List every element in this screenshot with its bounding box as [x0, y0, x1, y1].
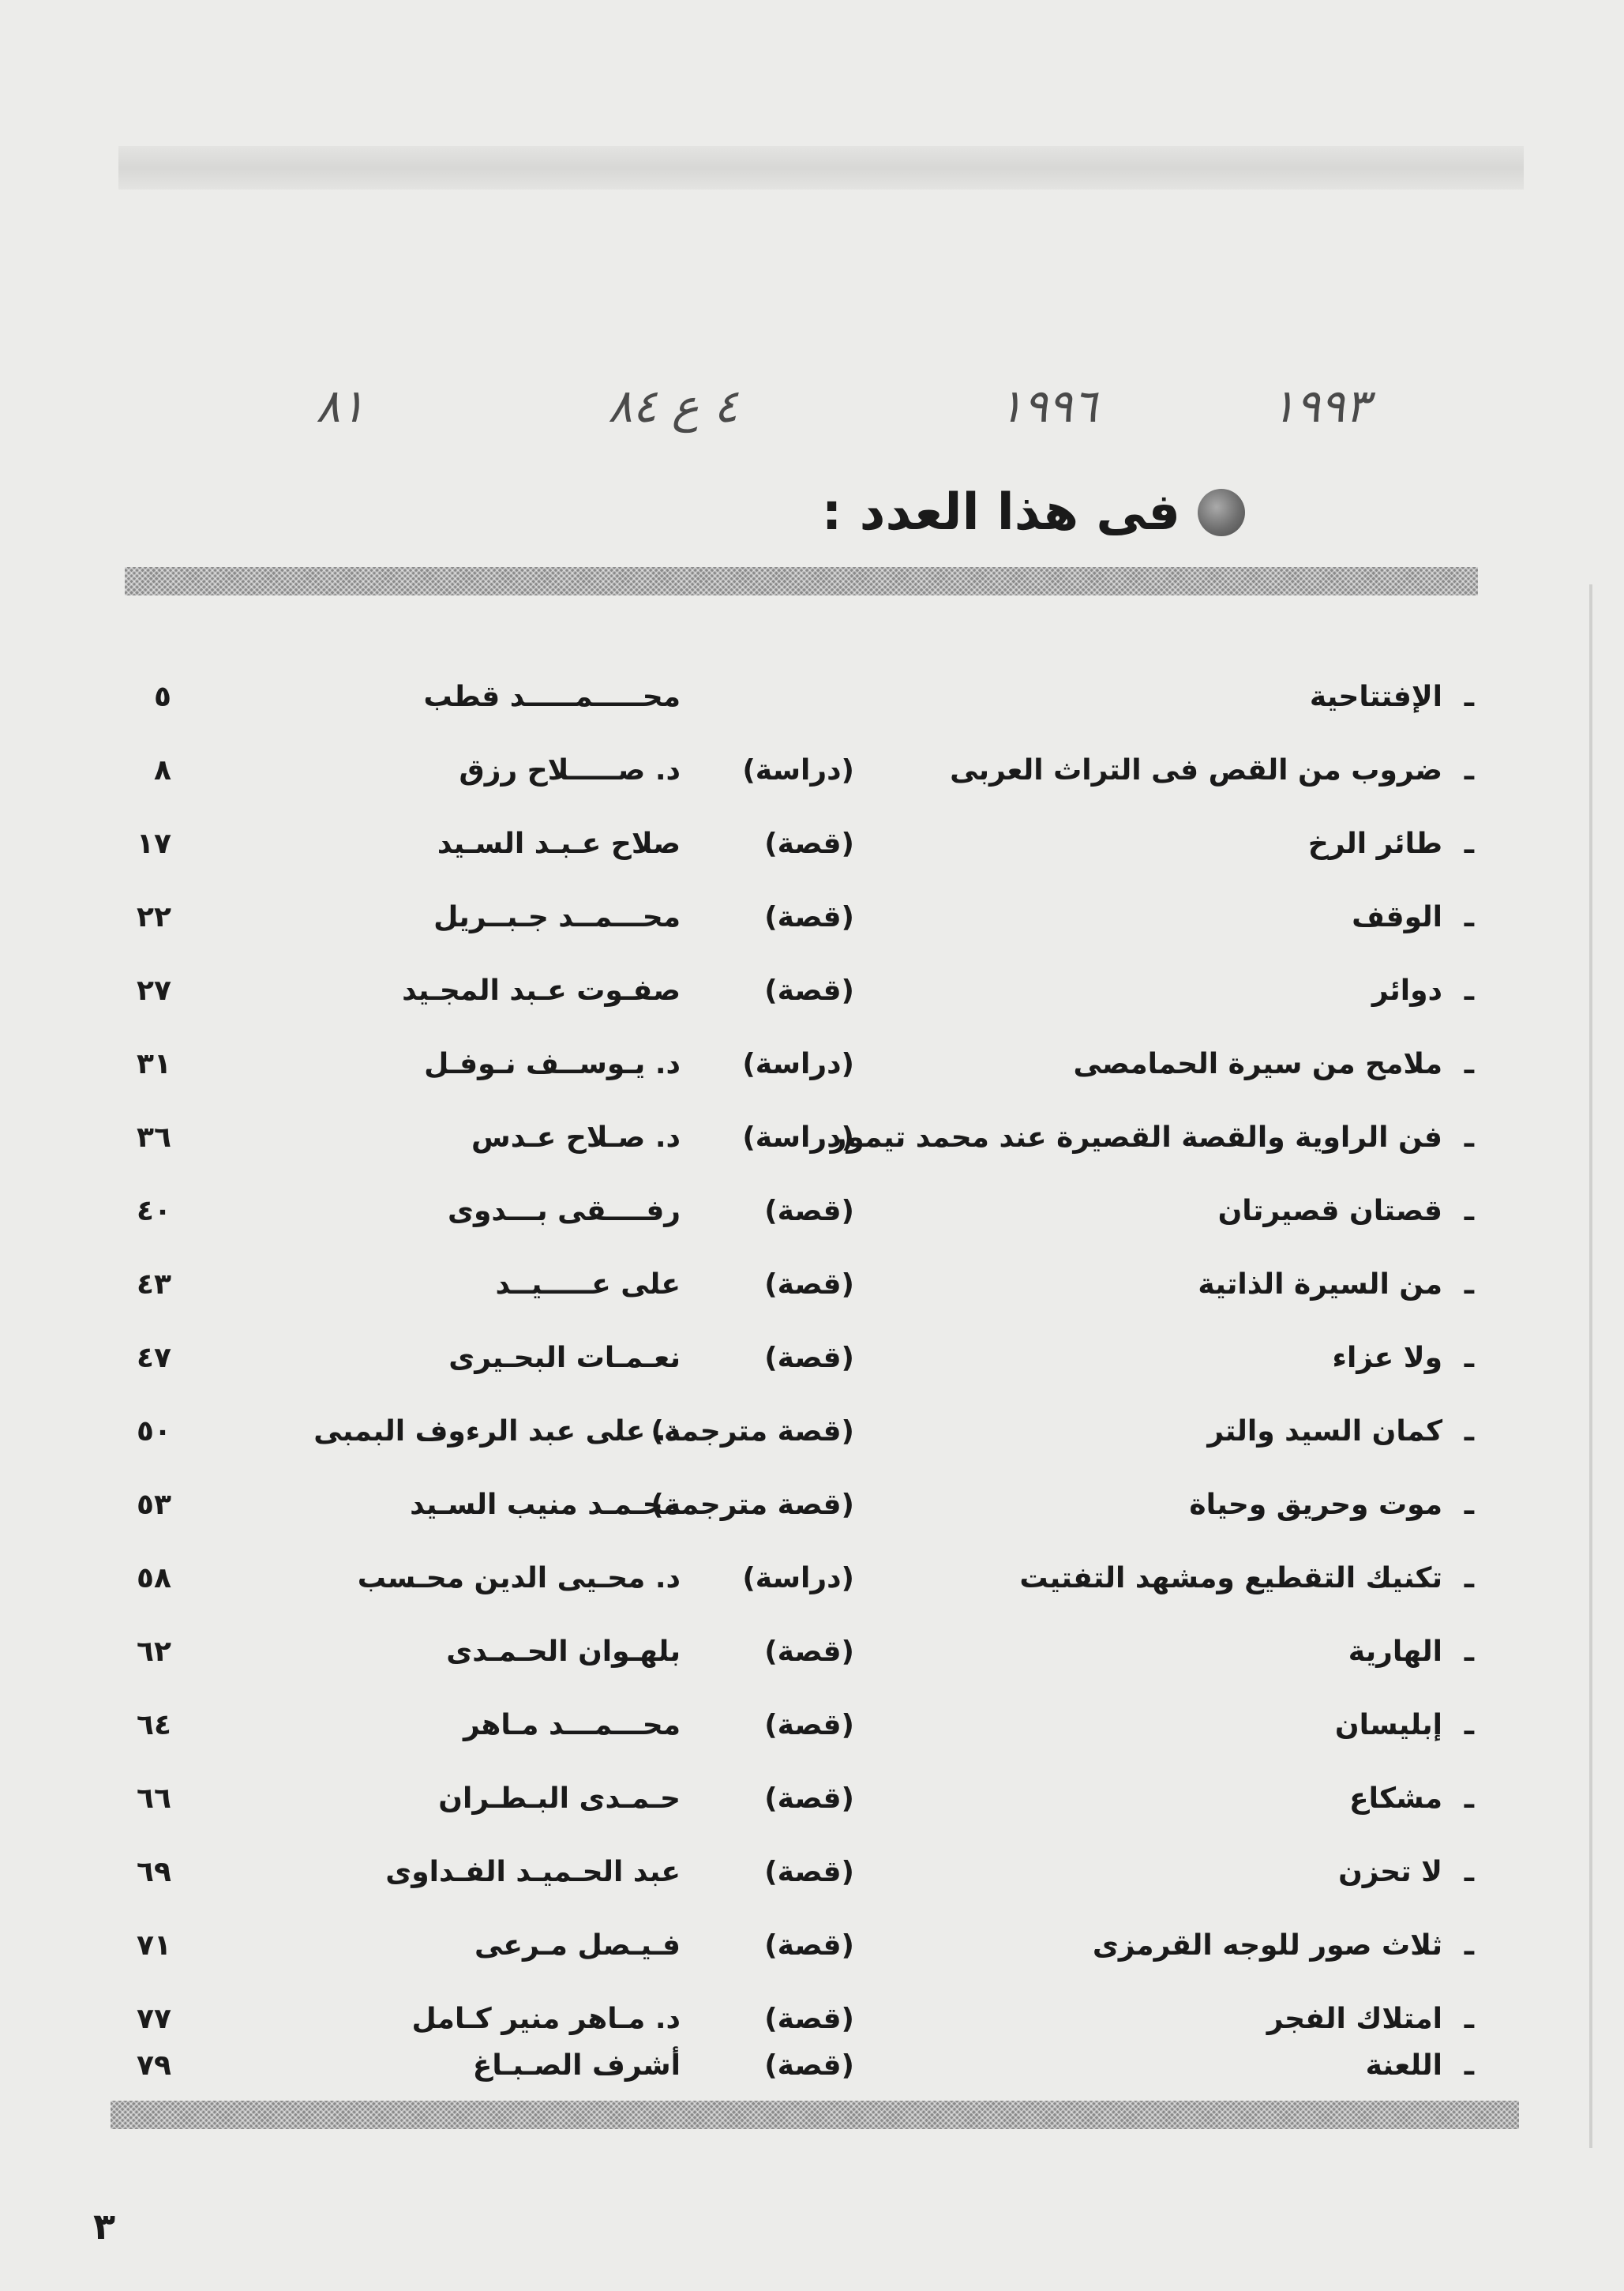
- toc-author: د. يـوســف نـوفـل: [424, 1048, 681, 1080]
- toc-type: (قصة): [764, 2049, 854, 2082]
- toc-dash: ـ: [1464, 1562, 1474, 1594]
- toc-row: [0, 1636, 1624, 1699]
- toc-author: محـمـد منيب السـيد: [410, 1489, 681, 1521]
- toc-title: اللعنة: [1365, 2049, 1442, 2082]
- toc-author: صفـوت عـبد المجـيد: [402, 975, 681, 1007]
- toc-row: [0, 1195, 1624, 1258]
- toc-title: لا تحزن: [1338, 1856, 1442, 1888]
- toc-page: ١٧: [137, 828, 171, 860]
- toc-dash: ـ: [1464, 1929, 1474, 1962]
- toc-row: [0, 975, 1624, 1038]
- scan-edge-line: [1589, 584, 1592, 2148]
- toc-type: (قصة): [764, 1709, 854, 1741]
- toc-author: عبد الحـميـد الفـداوى: [385, 1856, 681, 1888]
- toc-page: ٣١: [137, 1048, 171, 1080]
- toc-type: (قصة مترجمة): [651, 1489, 854, 1521]
- toc-title: قصتان قصيرتان: [1217, 1195, 1442, 1227]
- toc-title: ولا عزاء: [1332, 1342, 1442, 1374]
- toc-type: (دراسة): [742, 754, 854, 787]
- toc-row: [0, 1709, 1624, 1772]
- page-title: فى هذا العدد :: [821, 483, 1180, 542]
- toc-row: [0, 901, 1624, 964]
- toc-page: ٨: [154, 754, 171, 787]
- toc-author: د. مـاهر منير كـامل: [411, 2003, 681, 2035]
- toc-type: (قصة): [764, 1782, 854, 1815]
- toc-title: موت وحريق وحياة: [1189, 1489, 1442, 1521]
- toc-type: (قصة): [764, 1636, 854, 1668]
- toc-row: [0, 681, 1624, 744]
- toc-row: [0, 1342, 1624, 1405]
- toc-author: على عـــــيــد: [495, 1268, 681, 1301]
- toc-page: ٢٢: [137, 901, 171, 933]
- toc-type: (قصة): [764, 1195, 854, 1227]
- toc-page: ٦٢: [137, 1636, 171, 1668]
- toc-row: [0, 1782, 1624, 1846]
- toc-type: (دراسة): [742, 1048, 854, 1080]
- toc-type: (قصة): [764, 828, 854, 860]
- toc-author: بلهـوان الحـمـدى: [446, 1636, 681, 1668]
- toc-author: د. محـيى الدين محـسب: [357, 1562, 681, 1594]
- toc-page: ٦٩: [137, 1856, 171, 1888]
- handwritten-note-3: ١٩٩٦: [999, 379, 1097, 433]
- toc-dash: ـ: [1464, 1782, 1474, 1815]
- toc-author: د. صـــــلاح رزق: [459, 754, 681, 787]
- toc-type: (قصة): [764, 901, 854, 933]
- toc-type: (قصة مترجمة): [651, 1415, 854, 1448]
- toc-page: ٧٩: [137, 2049, 171, 2082]
- toc-type: (دراسة): [742, 1562, 854, 1594]
- toc-dash: ـ: [1464, 975, 1474, 1007]
- toc-author: محـــمـــد مـاهر: [463, 1709, 681, 1741]
- toc-dash: ـ: [1464, 754, 1474, 787]
- toc-page: ٤٧: [137, 1342, 171, 1374]
- toc-title: مشكاع: [1349, 1782, 1442, 1815]
- toc-dash: ـ: [1464, 1415, 1474, 1448]
- toc-title: طائر الرخ: [1307, 828, 1442, 860]
- toc-title: الوقف: [1352, 901, 1442, 933]
- toc-dash: ـ: [1464, 828, 1474, 860]
- toc-type: (قصة): [764, 975, 854, 1007]
- toc-dash: ـ: [1464, 2049, 1474, 2082]
- toc-row: [0, 1048, 1624, 1111]
- toc-dash: ـ: [1464, 1268, 1474, 1301]
- toc-dash: ـ: [1464, 681, 1474, 713]
- toc-row: [0, 1929, 1624, 1992]
- toc-type: (قصة): [764, 1268, 854, 1301]
- toc-page: ٢٧: [137, 975, 171, 1007]
- toc-title: فن الراوية والقصة القصيرة عند محمد تيمور: [830, 1121, 1442, 1154]
- bottom-divider: [111, 2101, 1519, 2129]
- toc-dash: ـ: [1464, 2003, 1474, 2035]
- toc-title: من السيرة الذاتية: [1198, 1268, 1442, 1301]
- toc-title: إبليسان: [1334, 1709, 1442, 1741]
- toc-author: أشرف الصـبـاغ: [472, 2049, 681, 2082]
- toc-page: ٥: [154, 681, 171, 713]
- toc-title: تكنيك التقطيع ومشهد التفتيت: [1019, 1562, 1442, 1594]
- toc-page: ٦٤: [137, 1709, 171, 1741]
- toc-dash: ـ: [1464, 1342, 1474, 1374]
- toc-dash: ـ: [1464, 1636, 1474, 1668]
- toc-row: [0, 1121, 1624, 1185]
- toc-type: (قصة): [764, 1856, 854, 1888]
- toc-dash: ـ: [1464, 1195, 1474, 1227]
- toc-author: فـيـصل مـرعى: [474, 1929, 681, 1962]
- toc-row: [0, 828, 1624, 891]
- toc-page: ٧٧: [137, 2003, 171, 2035]
- toc-author: محـــــمـــــد قطب: [423, 681, 681, 713]
- toc-page: ٥٨: [137, 1562, 171, 1594]
- toc-author: نعـمـات البحـيرى: [448, 1342, 681, 1374]
- toc-page: ٥٣: [137, 1489, 171, 1521]
- toc-dash: ـ: [1464, 1121, 1474, 1154]
- toc-title: الهارية: [1348, 1636, 1442, 1668]
- toc-dash: ـ: [1464, 1048, 1474, 1080]
- toc-author: د. صـلاح عـدس: [471, 1121, 681, 1154]
- page-number: ٣: [93, 2205, 116, 2248]
- toc-dash: ـ: [1464, 901, 1474, 933]
- toc-page: ٤٣: [137, 1268, 171, 1301]
- toc-author: حـمـدى البـطـران: [438, 1782, 681, 1815]
- toc-type: (قصة): [764, 2003, 854, 2035]
- toc-title: كمان السيد والتر: [1207, 1415, 1442, 1448]
- toc-author: رفــــقى بـــدوى: [448, 1195, 681, 1227]
- toc-author: د. على عبد الرءوف البمبى: [313, 1415, 681, 1448]
- handwritten-note-2: ٤ ع ٨٤: [608, 379, 738, 433]
- toc-row: [0, 1856, 1624, 1919]
- handwritten-note-4: ١٩٩٣: [1271, 379, 1370, 433]
- toc-title: دوائر: [1371, 975, 1442, 1007]
- toc-page: ٥٠: [137, 1415, 171, 1448]
- toc-page: ٤٠: [137, 1195, 171, 1227]
- toc-row: [0, 1562, 1624, 1625]
- toc-row: [0, 1489, 1624, 1552]
- toc-title: الإفتتاحية: [1309, 681, 1442, 713]
- toc-dash: ـ: [1464, 1856, 1474, 1888]
- toc-type: (قصة): [764, 1342, 854, 1374]
- toc-row: [0, 1415, 1624, 1478]
- toc-dash: ـ: [1464, 1489, 1474, 1521]
- toc-title: ثلاث صور للوجه القرمزى: [1092, 1929, 1442, 1962]
- toc-page: ٣٦: [137, 1121, 171, 1154]
- toc-row: [0, 754, 1624, 817]
- toc-page: ٧١: [137, 1929, 171, 1962]
- toc-author: صلاح عـبـد السـيد: [437, 828, 681, 860]
- handwritten-note-1: ٨١: [316, 379, 366, 433]
- toc-author: محـــمــد جـبــريل: [433, 901, 681, 933]
- toc-type: (دراسة): [742, 1121, 854, 1154]
- toc-title: ضروب من القص فى التراث العربى: [950, 754, 1442, 787]
- toc-page: ٦٦: [137, 1782, 171, 1815]
- toc-row: [0, 1268, 1624, 1331]
- toc-dash: ـ: [1464, 1709, 1474, 1741]
- toc-title: امتلاك الفجر: [1266, 2003, 1442, 2035]
- toc-title: ملامح من سيرة الحمامصى: [1073, 1048, 1442, 1080]
- toc-type: (قصة): [764, 1929, 854, 1962]
